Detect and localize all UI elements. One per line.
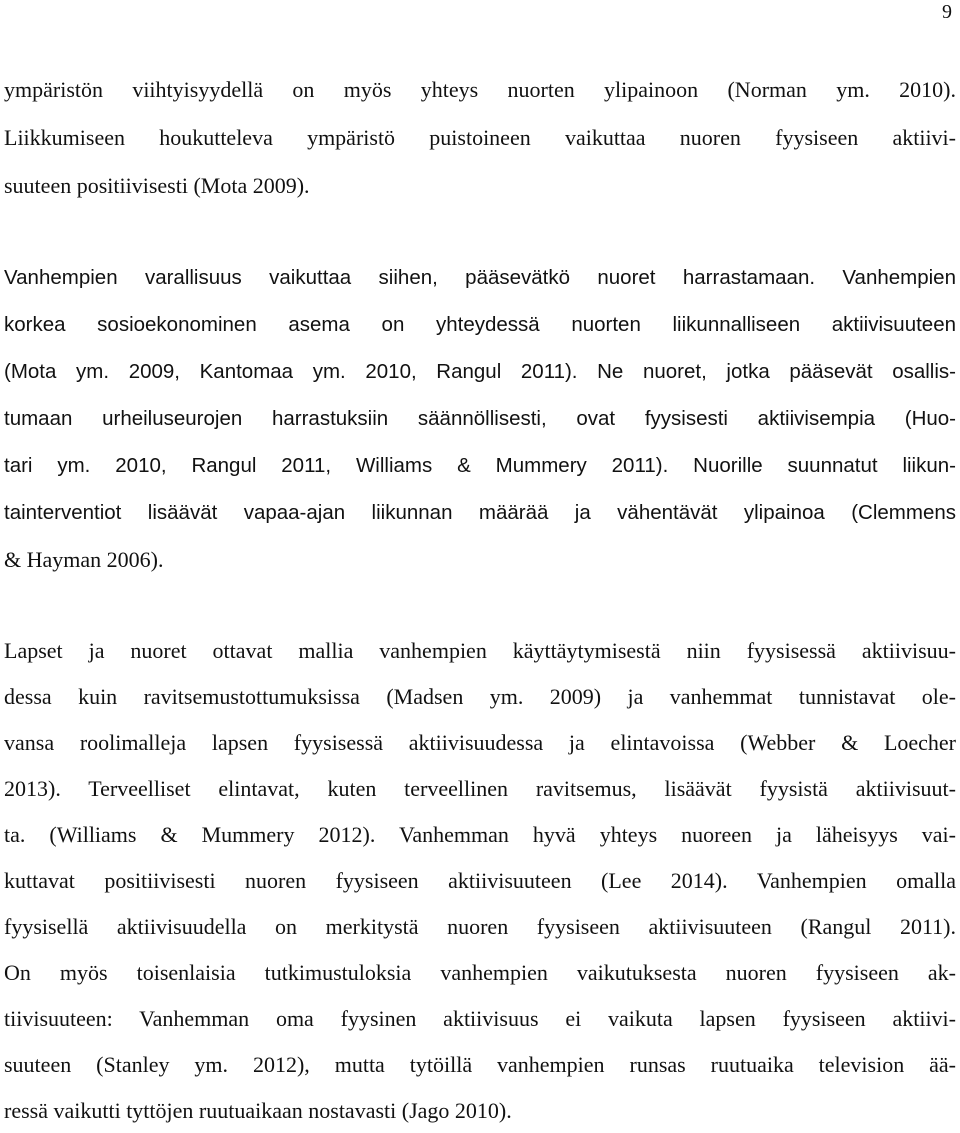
text-line: Lapset ja nuoret ottavat mallia vanhempien käyttäytymisestä niin fyysisessä aktiivisuu- bbox=[4, 638, 956, 663]
text-line: korkea sosioekonominen asema on yhteydessä nuorten liikunnalliseen aktiivisuuteen bbox=[4, 313, 956, 336]
text-line: suuteen positiivisesti (Mota 2009). bbox=[4, 173, 310, 198]
text-line: dessa kuin ravitsemustottumuksissa (Madsen ym. 2009) ja vanhemmat tunnistavat ole- bbox=[4, 684, 956, 709]
text-line: kuttavat positiivisesti nuoren fyysiseen aktiivisuuteen (Lee 2014). Vanhempien omalla bbox=[4, 868, 956, 893]
text-line: tari ym. 2010, Rangul 2011, Williams & Mummery 2011). Nuorille suunnatut liikun- bbox=[4, 454, 956, 477]
text-line: Liikkumiseen houkutteleva ympäristö puistoineen vaikuttaa nuoren fyysiseen aktiivi- bbox=[4, 125, 956, 150]
text-line: fyysisellä aktiivisuudella on merkitystä nuoren fyysiseen aktiivisuuteen (Rangul 2011). bbox=[4, 914, 956, 939]
text-line: tiivisuuteen: Vanhemman oma fyysinen aktiivisuus ei vaikuta lapsen fyysiseen aktiivi- bbox=[4, 1006, 956, 1031]
text-line: vansa roolimalleja lapsen fyysisessä aktiivisuudessa ja elintavoissa (Webber & Loecher bbox=[4, 730, 956, 755]
text-line: tumaan urheiluseurojen harrastuksiin säännöllisesti, ovat fyysisesti aktiivisempia (Huo- bbox=[4, 407, 956, 430]
text-line: On myös toisenlaisia tutkimustuloksia vanhempien vaikutuksesta nuoren fyysiseen ak- bbox=[4, 960, 956, 985]
text-line: 2013). Terveelliset elintavat, kuten terveellinen ravitsemus, lisäävät fyysistä aktiivisuut- bbox=[4, 776, 956, 801]
text-line: suuteen (Stanley ym. 2012), mutta tytöillä vanhempien runsas ruutuaika television ää- bbox=[4, 1052, 956, 1077]
text-line: Vanhempien varallisuus vaikuttaa siihen, pääsevätkö nuoret harrastamaan. Vanhempien bbox=[4, 266, 956, 289]
text-line: & Hayman 2006). bbox=[4, 547, 164, 572]
text-line: ympäristön viihtyisyydellä on myös yhteys nuorten ylipainoon (Norman ym. 2010). bbox=[4, 77, 956, 102]
page-number: 9 bbox=[942, 1, 952, 23]
text-line: (Mota ym. 2009, Kantomaa ym. 2010, Rangul 2011). Ne nuoret, jotka pääsevät osallis- bbox=[4, 360, 956, 383]
text-line: ressä vaikutti tyttöjen ruutuaikaan nostavasti (Jago 2010). bbox=[4, 1098, 512, 1123]
text-line: ta. (Williams & Mummery 2012). Vanhemman hyvä yhteys nuoreen ja läheisyys vai- bbox=[4, 822, 956, 847]
text-line: tainterventiot lisäävät vapaa-ajan liikunnan määrää ja vähentävät ylipainoa (Clemmens bbox=[4, 501, 956, 524]
